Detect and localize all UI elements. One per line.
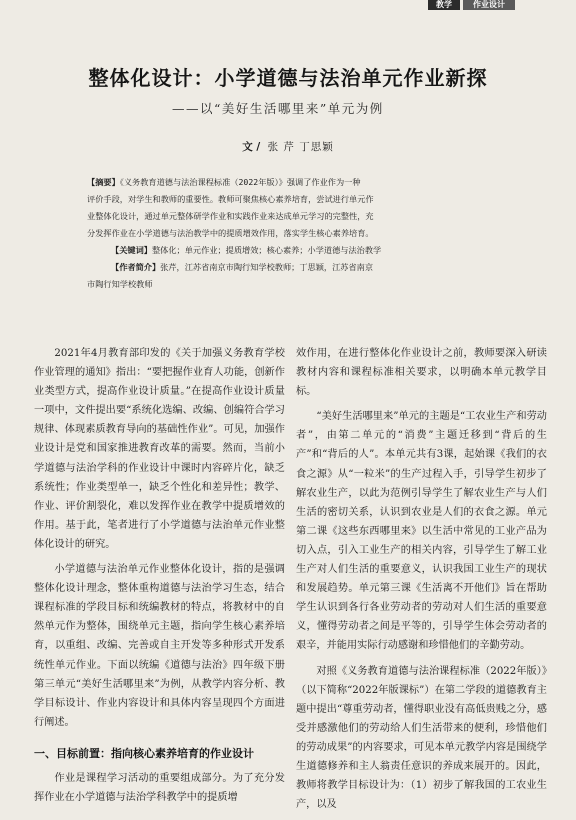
author-bio-tag: 【作者简介】 [111, 262, 161, 272]
abstract-text: 《义务教育道德与法治课程标准（2022年版）》强调了作业作为一种 [119, 177, 361, 187]
abstract-line [87, 174, 492, 191]
abstract-text: 分发挥作业在小学道德与法治教学中的提质增效作用，落实学生核心素养培育。 [87, 228, 374, 238]
keywords-text: 整体化；单元作业；提质增效；核心素养；小学道德与法治教学 [151, 245, 382, 255]
keywords-tag: 【关键词】 [111, 245, 152, 255]
body-paragraph: 2021年4月教育部印发的《关于加强义务教育学校作业管理的通知》指出：“要把握作业育人功能，创新作业类型方式，提高作业设计质量。”在提高作业设计质量一项中，文件提出要“系统化选编、改编、创编符合学习规律、体现素质教育导向的基础性作业”。可见，加强作业设计是党和国家推进教育改革的需要。然而，当前小学道德与法治学科的作业设计中课时内容碎片化，缺乏系统性；作业类型单一，缺乏个性化和差异性；教学、作业、评价割裂化，难以发挥作业在教学中提质增效的作用。基于此，笔者进行了小学道德与法治单元作业整体化设计的研究。 [34, 348, 285, 550]
body-paragraph: 效作用，在进行整体化作业设计之前，教师要深入研读教材内容和课程标准相关要求，以明确本单元教学目标。 [296, 348, 547, 398]
body-paragraph: “美好生活哪里来”单元的主题是“工农业生产和劳动者”，由第二单元的“消费”主题迁移到“背后的生产”和“背后的人”。本单元共有3课，起始课《我们的衣食之源》从“一粒米”的生产过程入手，引导学生初步了解农业生产，以此为范例引导学生了解农业生产与人们生活的密切关系，认识到农业是人们的衣食之源。单元第二课《这些东西哪里来》以生活中常见的工业产品为切入点，引入工业生产的相关内容，引导学生了解工业生产对人们生活的重要意义，认识我国工业生产的现状和发展趋势。单元第三课《生活离不开他们》旨在帮助学生认识到各行各业劳动者的劳动对人们生活的重要意义，懂得劳动者之间是平等的，引导学生体会劳动者的艰辛，并能用实际行动感谢和珍惜他们的辛勤劳动。 [296, 411, 547, 652]
body-column-right [296, 344, 547, 820]
abstract-tag: 【摘要】 [87, 177, 120, 187]
abstract-line [87, 225, 492, 242]
section-heading: 一、目标前置：指向核心素养培育的作业设计 [34, 746, 254, 760]
article-subtitle: ——以“美好生活哪里来”单元为例 [172, 101, 384, 116]
article-title: 整体化设计：小学道德与法治单元作业新探 [88, 66, 488, 90]
body-paragraph: 小学道德与法治单元作业整体化设计，指的是强调整体化设计理念，整体重构道德与法治学习生态，结合课程标准的学段目标和统编教材的特点，将教材中的自然单元作为整体，围绕单元主题，指向学生核心素养培育，以重组、改编、完善或自主开发等多种形式开发系统性单元作业。下面以统编《道德与法治》四年级下册第三单元“美好生活哪里来”为例，从教学内容分析、教学目标设计、作业内容设计和具体内容呈现四个方面进行阐述。 [34, 564, 285, 728]
abstract-line [87, 208, 492, 225]
body-paragraph: 作业是课程学习活动的重要组成部分。为了充分发挥作业在小学道德与法治学科教学中的提质增 [34, 772, 285, 804]
byline-authors: 张 芹 丁思颖 [267, 141, 334, 153]
abstract-text: 评价手段，对学生和教师的重要性。教师可聚焦核心素养培育，尝试进行单元作 [87, 194, 374, 204]
author-bio-line [87, 276, 492, 293]
section-label: 教学 [428, 0, 460, 10]
section-tab [428, 0, 515, 10]
section-sublabel: 作业设计 [463, 0, 515, 10]
author-bio-text: 张芹，江苏省南京市陶行知学校教师；丁思颖，江苏省南京 [160, 262, 374, 272]
author-bio-line [87, 259, 492, 276]
body-column-left [34, 344, 285, 813]
abstract-box [87, 174, 492, 310]
abstract-text: 业整体化设计，通过单元整体研学作业和实践作业来达成单元学习的完整性，充 [87, 211, 374, 221]
byline [0, 139, 576, 154]
body-paragraph: 对照《义务教育道德与法治课程标准（2022年版）》（以下简称“2022年版课标”）在第二学段的道德教育主题中提出“尊重劳动者，懂得职业没有高低贵贱之分，感受并感激他们的劳动给人们生活带来的便利，珍惜他们的劳动成果”的内容要求，可见本单元教学内容是围绕学生道德修养和主人翁责任意识的养成来展开的。因此，教师将教学目标设计为：（1）初步了解我国的工农业生产，以及 [296, 665, 547, 811]
author-bio-text: 市陶行知学校教师 [87, 279, 153, 289]
keywords-line [87, 242, 492, 259]
byline-label: 文 / [242, 141, 261, 153]
abstract-line [87, 191, 492, 208]
